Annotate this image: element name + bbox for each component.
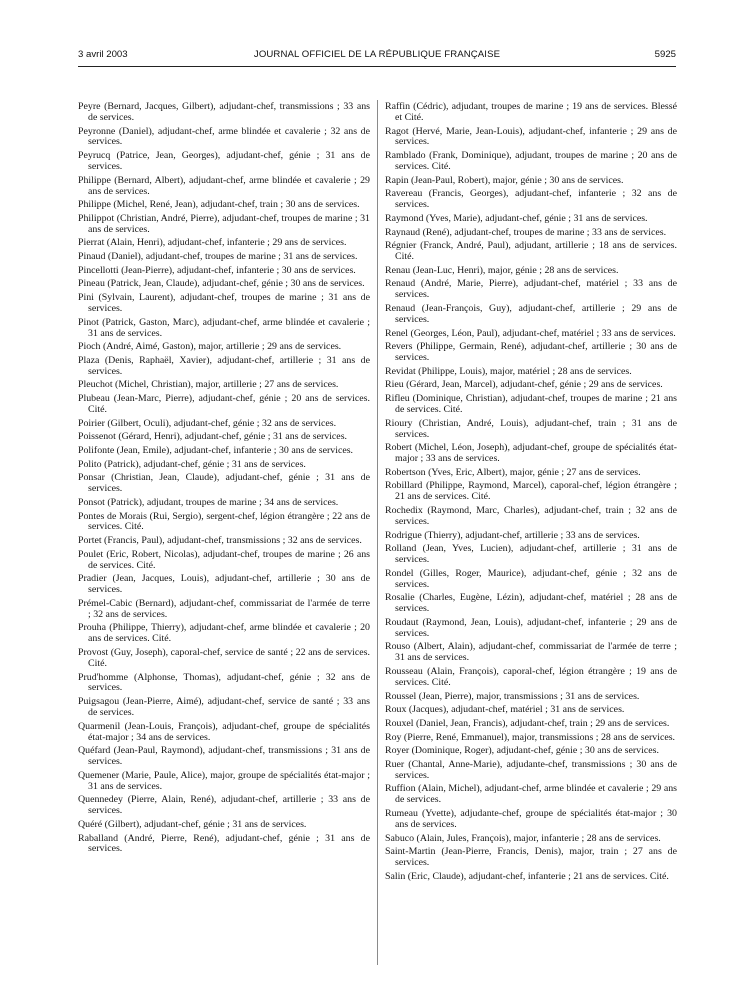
list-entry: Portet (Francis, Paul), adjudant-chef, transmissions ; 32 ans de services. (78, 535, 362, 547)
list-entry: Revers (Philippe, Germain, René), adjudant-chef, artillerie ; 30 ans de services. (385, 341, 677, 364)
list-entry: Robert (Michel, Léon, Joseph), adjudant-chef, groupe de spécialités état-major ; 33 ans de services. (385, 442, 677, 465)
list-entry: Rolland (Jean, Yves, Lucien), adjudant-chef, artillerie ; 31 ans de services. (385, 543, 677, 566)
list-entry: Ramblado (Frank, Dominique), adjudant, troupes de marine ; 20 ans de services. Cité. (385, 150, 677, 173)
list-entry: Pioch (André, Aimé, Gaston), major, artillerie ; 29 ans de services. (78, 341, 342, 353)
list-entry: Rouxel (Daniel, Jean, Francis), adjudant-chef, train ; 29 ans de services. (385, 717, 670, 729)
list-entry: Ponsar (Christian, Jean, Claude), adjudant-chef, génie ; 31 ans de services. (78, 472, 370, 495)
list-entry: Robertson (Yves, Eric, Albert), major, génie ; 27 ans de services. (385, 466, 641, 478)
list-entry: Puigsagou (Jean-Pierre, Aimé), adjudant-chef, service de santé ; 33 ans de services. (78, 696, 370, 718)
list-entry: Renau (Jean-Luc, Henri), major, génie ; 28 ans de services. (385, 264, 619, 276)
journal-title: JOURNAL OFFICIEL DE LA RÉPUBLIQUE FRANÇAISE (253, 49, 501, 60)
list-entry: Peyre (Bernard, Jacques, Gilbert), adjudant-chef, transmissions ; 33 ans de services. (78, 101, 370, 123)
list-entry: Renaud (Jean-François, Guy), adjudant-chef, artillerie ; 29 ans de services. (385, 303, 677, 325)
list-entry: Ravereau (Francis, Georges), adjudant-chef, infanterie ; 32 ans de services. (385, 188, 677, 211)
list-entry: Philippe (Michel, René, Jean), adjudant-chef, train ; 30 ans de services. (78, 199, 360, 211)
list-entry: Ruffion (Alain, Michel), adjudant-chef, arme blindée et cavalerie ; 29 ans de services. (385, 783, 677, 806)
page-header (78, 49, 676, 63)
list-entry: Royer (Dominique, Roger), adjudant-chef, génie ; 30 ans de services. (385, 745, 659, 757)
list-entry: Robillard (Philippe, Raymond, Marcel), caporal-chef, légion étrangère ; 21 ans de services. Cité. (385, 480, 677, 503)
list-entry: Philippot (Christian, André, Pierre), adjudant-chef, troupes de marine ; 31 ans de services. (78, 212, 370, 235)
list-entry: Renel (Georges, Léon, Paul), adjudant-chef, matériel ; 33 ans de services. (385, 327, 676, 339)
list-entry: Polifonte (Jean, Emile), adjudant-chef, infanterie ; 30 ans de services. (78, 444, 354, 456)
list-entry: Pierrat (Alain, Henri), adjudant-chef, infanterie ; 29 ans de services. (78, 237, 347, 249)
list-entry: Roudaut (Raymond, Jean, Louis), adjudant-chef, infanterie ; 29 ans de services. (385, 616, 677, 639)
list-entry: Rodrigue (Thierry), adjudant-chef, artillerie ; 33 ans de services. (385, 529, 640, 541)
list-entry: Ponsot (Patrick), adjudant, troupes de marine ; 34 ans de services. (78, 496, 339, 508)
list-entry: Revidat (Philippe, Louis), major, matériel ; 28 ans de services. (385, 365, 632, 377)
list-entry: Poissenot (Gérard, Henri), adjudant-chef, génie ; 31 ans de services. (78, 431, 348, 443)
list-entry: Pradier (Jean, Jacques, Louis), adjudant-chef, artillerie ; 30 ans de services. (78, 573, 370, 596)
right-column (385, 102, 677, 885)
list-entry: Rieu (Gérard, Jean, Marcel), adjudant-chef, génie ; 29 ans de services. (385, 379, 663, 391)
list-entry: Pinot (Patrick, Gaston, Marc), adjudant-chef, arme blindée et cavalerie ; 31 ans de services. (78, 316, 370, 339)
list-entry: Quéré (Gilbert), adjudant-chef, génie ; 31 ans de services. (78, 818, 307, 830)
list-entry: Rousseau (Alain, François), caporal-chef, légion étrangère ; 19 ans de services. Cité. (385, 666, 677, 688)
list-entry: Raballand (André, Pierre, René), adjudant-chef, génie ; 31 ans de services. (78, 832, 370, 855)
list-entry: Poulet (Eric, Robert, Nicolas), adjudant-chef, troupes de marine ; 26 ans de services. Cité. (78, 548, 370, 571)
list-entry: Peyronne (Daniel), adjudant-chef, arme blindée et cavalerie ; 32 ans de services. (78, 125, 370, 148)
list-entry: Raffin (Cédric), adjudant, troupes de marine ; 19 ans de services. Blessé et Cité. (385, 101, 677, 123)
list-entry: Ruer (Chantal, Anne-Marie), adjudante-chef, transmissions ; 30 ans de services. (385, 758, 677, 781)
list-entry: Prouha (Philippe, Thierry), adjudant-chef, arme blindée et cavalerie ; 20 ans de services. Cité. (78, 622, 370, 645)
list-entry: Pleuchot (Michel, Christian), major, artillerie ; 27 ans de services. (78, 379, 339, 391)
list-entry: Quemener (Marie, Paule, Alice), major, groupe de spécialités état-major ; 31 ans de services. (78, 769, 370, 792)
list-entry: Pontes de Morais (Rui, Sergio), sergent-chef, légion étrangère ; 22 ans de services. Cité. (78, 510, 370, 533)
list-entry: Salin (Eric, Claude), adjudant-chef, infanterie ; 21 ans de services. Cité. (385, 870, 669, 882)
list-entry: Rochedix (Raymond, Marc, Charles), adjudant-chef, train ; 32 ans de services. (385, 505, 677, 527)
list-entry: Plubeau (Jean-Marc, Pierre), adjudant-chef, génie ; 20 ans de services. Cité. (78, 393, 370, 415)
list-entry: Rifleu (Dominique, Christian), adjudant-chef, troupes de marine ; 21 ans de services. Cité. (385, 393, 677, 415)
issue-date: 3 avril 2003 (78, 49, 128, 60)
list-entry: Quennedey (Pierre, Alain, René), adjudant-chef, artillerie ; 33 ans de services. (78, 794, 370, 817)
list-entry: Pinaud (Daniel), adjudant-chef, troupes de marine ; 31 ans de services. (78, 251, 358, 263)
list-entry: Sabuco (Alain, Jules, François), major, infanterie ; 28 ans de services. (385, 832, 661, 844)
list-entry: Roy (Pierre, René, Emmanuel), major, transmissions ; 28 ans de services. (385, 731, 676, 743)
list-entry: Rosalie (Charles, Eugène, Lézin), adjudant-chef, matériel ; 28 ans de services. (385, 592, 677, 615)
list-entry: Régnier (Franck, André, Paul), adjudant, artillerie ; 18 ans de services. Cité. (385, 240, 677, 263)
list-entry: Roussel (Jean, Pierre), major, transmissions ; 31 ans de services. (385, 690, 640, 702)
list-entry: Ragot (Hervé, Marie, Jean-Louis), adjudant-chef, infanterie ; 29 ans de services. (385, 125, 677, 148)
list-entry: Raymond (Yves, Marie), adjudant-chef, génie ; 31 ans de services. (385, 212, 648, 224)
list-entry: Provost (Guy, Joseph), caporal-chef, service de santé ; 22 ans de services. Cité. (78, 646, 370, 669)
list-entry: Rumeau (Yvette), adjudante-chef, groupe de spécialités état-major ; 30 ans de services. (385, 808, 677, 830)
list-entry: Rioury (Christian, André, Louis), adjudant-chef, train ; 31 ans de services. (385, 417, 677, 440)
list-entry: Philippe (Bernard, Albert), adjudant-chef, arme blindée et cavalerie ; 29 ans de services. (78, 174, 370, 197)
list-entry: Raynaud (René), adjudant-chef, troupes de marine ; 33 ans de services. (385, 226, 667, 238)
list-entry: Quéfard (Jean-Paul, Raymond), adjudant-chef, transmissions ; 31 ans de services. (78, 745, 370, 768)
list-entry: Poirier (Gilbert, Oculi), adjudant-chef, génie ; 32 ans de services. (78, 417, 337, 429)
list-entry: Pini (Sylvain, Laurent), adjudant-chef, troupes de marine ; 31 ans de services. (78, 292, 370, 314)
header-rule (78, 66, 676, 67)
list-entry: Peyrucq (Patrice, Jean, Georges), adjudant-chef, génie ; 31 ans de services. (78, 150, 370, 173)
list-entry: Rondel (Gilles, Roger, Maurice), adjudant-chef, génie ; 32 ans de services. (385, 567, 677, 590)
page-number: 5925 (654, 49, 676, 60)
list-entry: Prémel-Cabic (Bernard), adjudant-chef, commissariat de l'armée de terre ; 32 ans de services. (78, 597, 370, 620)
list-entry: Roux (Jacques), adjudant-chef, matériel ; 31 ans de services. (385, 704, 625, 716)
column-divider (377, 100, 378, 965)
list-entry: Polito (Patrick), adjudant-chef, génie ; 31 ans de services. (78, 458, 306, 470)
list-entry: Saint-Martin (Jean-Pierre, Francis, Denis), major, train ; 27 ans de services. (385, 846, 677, 869)
list-entry: Rapin (Jean-Paul, Robert), major, génie ; 30 ans de services. (385, 174, 624, 186)
left-column (78, 102, 370, 858)
list-entry: Plaza (Denis, Raphaël, Xavier), adjudant-chef, artillerie ; 31 ans de services. (78, 354, 370, 377)
list-entry: Pineau (Patrick, Jean, Claude), adjudant-chef, génie ; 30 ans de services. (78, 278, 365, 290)
list-entry: Quarmenil (Jean-Louis, François), adjudant-chef, groupe de spécialités état-major ; 34 ans de services. (78, 720, 370, 743)
list-entry: Pincellotti (Jean-Pierre), adjudant-chef, infanterie ; 30 ans de services. (78, 264, 356, 276)
list-entry: Prud'homme (Alphonse, Thomas), adjudant-chef, génie ; 32 ans de services. (78, 671, 370, 694)
list-entry: Renaud (André, Marie, Pierre), adjudant-chef, matériel ; 33 ans de services. (385, 278, 677, 301)
list-entry: Rouso (Albert, Alain), adjudant-chef, commissariat de l'armée de terre ; 31 ans de services. (385, 641, 677, 664)
